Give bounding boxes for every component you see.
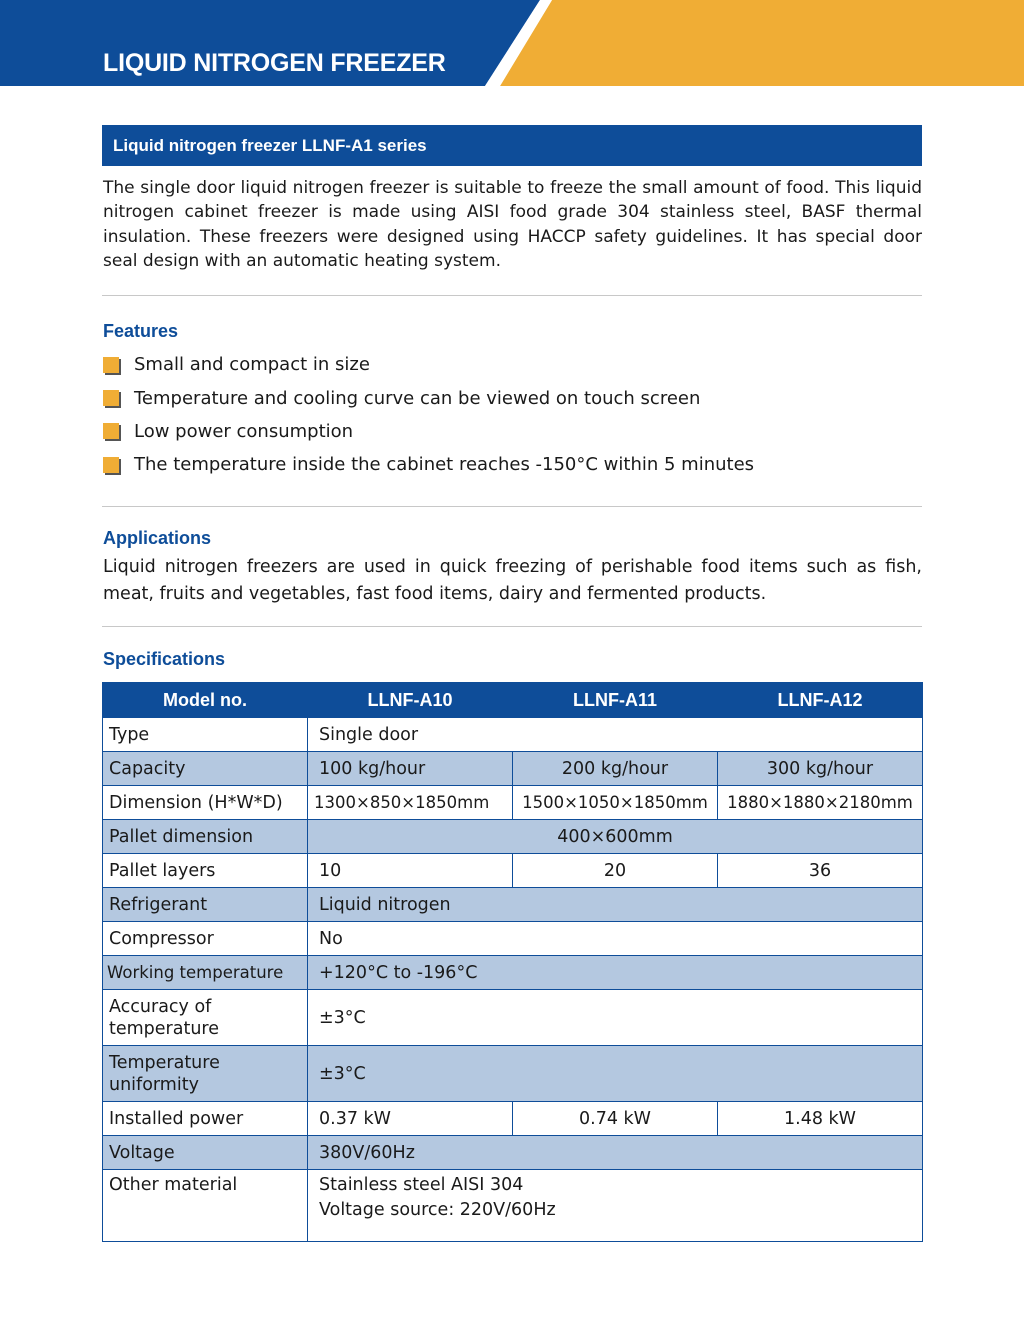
- row-label-line: temperature: [109, 1018, 219, 1039]
- cell-value: 1880×1880×2180mm: [718, 786, 923, 820]
- table-row: [103, 956, 923, 990]
- row-label-line: uniformity: [109, 1074, 199, 1095]
- table-header-row: [103, 683, 923, 718]
- row-label: Pallet dimension: [103, 820, 308, 854]
- table-row: [103, 922, 923, 956]
- feature-text: Small and compact in size: [134, 354, 370, 376]
- row-label: Other material: [103, 1170, 308, 1242]
- table-row: [103, 718, 923, 752]
- features-title: Features: [103, 321, 179, 341]
- column-header: LLNF-A10: [308, 683, 513, 718]
- row-label-line: Accuracy of: [109, 996, 212, 1017]
- table-row: [103, 752, 923, 786]
- divider: [102, 626, 922, 627]
- row-label: Installed power: [103, 1102, 308, 1136]
- square-bullet-icon: [103, 357, 119, 373]
- applications-text: Liquid nitrogen freezers are used in quick freezing of perishable food items such as fish, meat, fruits and vegetables, fast food items, dairy and fermented products.: [103, 557, 922, 604]
- cell-value: 100 kg/hour: [308, 752, 513, 786]
- table-row: [103, 1102, 923, 1136]
- cell-value: 0.37 kW: [308, 1102, 513, 1136]
- feature-item: [103, 448, 754, 481]
- page-title: LIQUID NITROGEN FREEZER: [103, 49, 446, 77]
- divider: [102, 506, 922, 507]
- cell-value: 400×600mm: [308, 820, 923, 854]
- row-label: [103, 990, 308, 1046]
- cell-value: Single door: [308, 718, 923, 752]
- header-banner: [0, 0, 1024, 86]
- cell-value: 300 kg/hour: [718, 752, 923, 786]
- cell-value: 380V/60Hz: [308, 1136, 923, 1170]
- row-label: Dimension (H*W*D): [103, 786, 308, 820]
- feature-text: Temperature and cooling curve can be viewed on touch screen: [134, 387, 701, 409]
- cell-value-line: Stainless steel AISI 304: [319, 1175, 524, 1195]
- features-list: [103, 348, 754, 482]
- row-label: Refrigerant: [103, 888, 308, 922]
- feature-item: [103, 415, 754, 448]
- table-row: [103, 1046, 923, 1102]
- cell-value: Liquid nitrogen: [308, 888, 923, 922]
- cell-value: 10: [308, 854, 513, 888]
- cell-value: 0.74 kW: [513, 1102, 718, 1136]
- series-title-bar: Liquid nitrogen freezer LLNF-A1 series: [102, 125, 922, 166]
- cell-value: +120°C to -196°C: [308, 956, 923, 990]
- cell-value: No: [308, 922, 923, 956]
- table-row: [103, 888, 923, 922]
- intro-paragraph: The single door liquid nitrogen freezer is suitable to freeze the small amount of food. This liquid nitrogen cabinet freezer is made using AISI food grade 304 stainless steel, BASF thermal insulation. These freezers were designed using HACCP safety guidelines. It has special door seal design with an automatic heating system.: [103, 178, 922, 271]
- cell-value: 200 kg/hour: [513, 752, 718, 786]
- specifications-table: [102, 682, 923, 1242]
- square-bullet-icon: [103, 423, 119, 439]
- table-row: [103, 820, 923, 854]
- feature-item: [103, 381, 754, 414]
- table-row: [103, 854, 923, 888]
- row-label: Type: [103, 718, 308, 752]
- row-label: Capacity: [103, 752, 308, 786]
- square-bullet-icon: [103, 457, 119, 473]
- row-label: Pallet layers: [103, 854, 308, 888]
- cell-value: [308, 1170, 923, 1242]
- cell-value: ±3°C: [308, 1046, 923, 1102]
- row-label: Working temperature: [103, 956, 308, 990]
- cell-value: ±3°C: [308, 990, 923, 1046]
- row-label: Compressor: [103, 922, 308, 956]
- column-header: Model no.: [103, 683, 308, 718]
- column-header: LLNF-A12: [718, 683, 923, 718]
- specifications-title: Specifications: [103, 649, 226, 669]
- table-row: [103, 1170, 923, 1242]
- square-bullet-icon: [103, 390, 119, 406]
- cell-value: 1500×1050×1850mm: [513, 786, 718, 820]
- divider: [102, 295, 922, 296]
- row-label: Voltage: [103, 1136, 308, 1170]
- feature-text: The temperature inside the cabinet reaches -150°C within 5 minutes: [134, 454, 755, 476]
- cell-value: 1300×850×1850mm: [308, 786, 513, 820]
- cell-value: 1.48 kW: [718, 1102, 923, 1136]
- applications-title: Applications: [103, 528, 212, 548]
- feature-item: [103, 348, 754, 381]
- row-label-line: Temperature: [109, 1052, 220, 1073]
- cell-value: 20: [513, 854, 718, 888]
- table-row: [103, 1136, 923, 1170]
- cell-value-line: Voltage source: 220V/60Hz: [319, 1200, 556, 1220]
- feature-text: Low power consumption: [134, 420, 354, 442]
- row-label: [103, 1046, 308, 1102]
- table-row: [103, 990, 923, 1046]
- column-header: LLNF-A11: [513, 683, 718, 718]
- table-row: [103, 786, 923, 820]
- cell-value: 36: [718, 854, 923, 888]
